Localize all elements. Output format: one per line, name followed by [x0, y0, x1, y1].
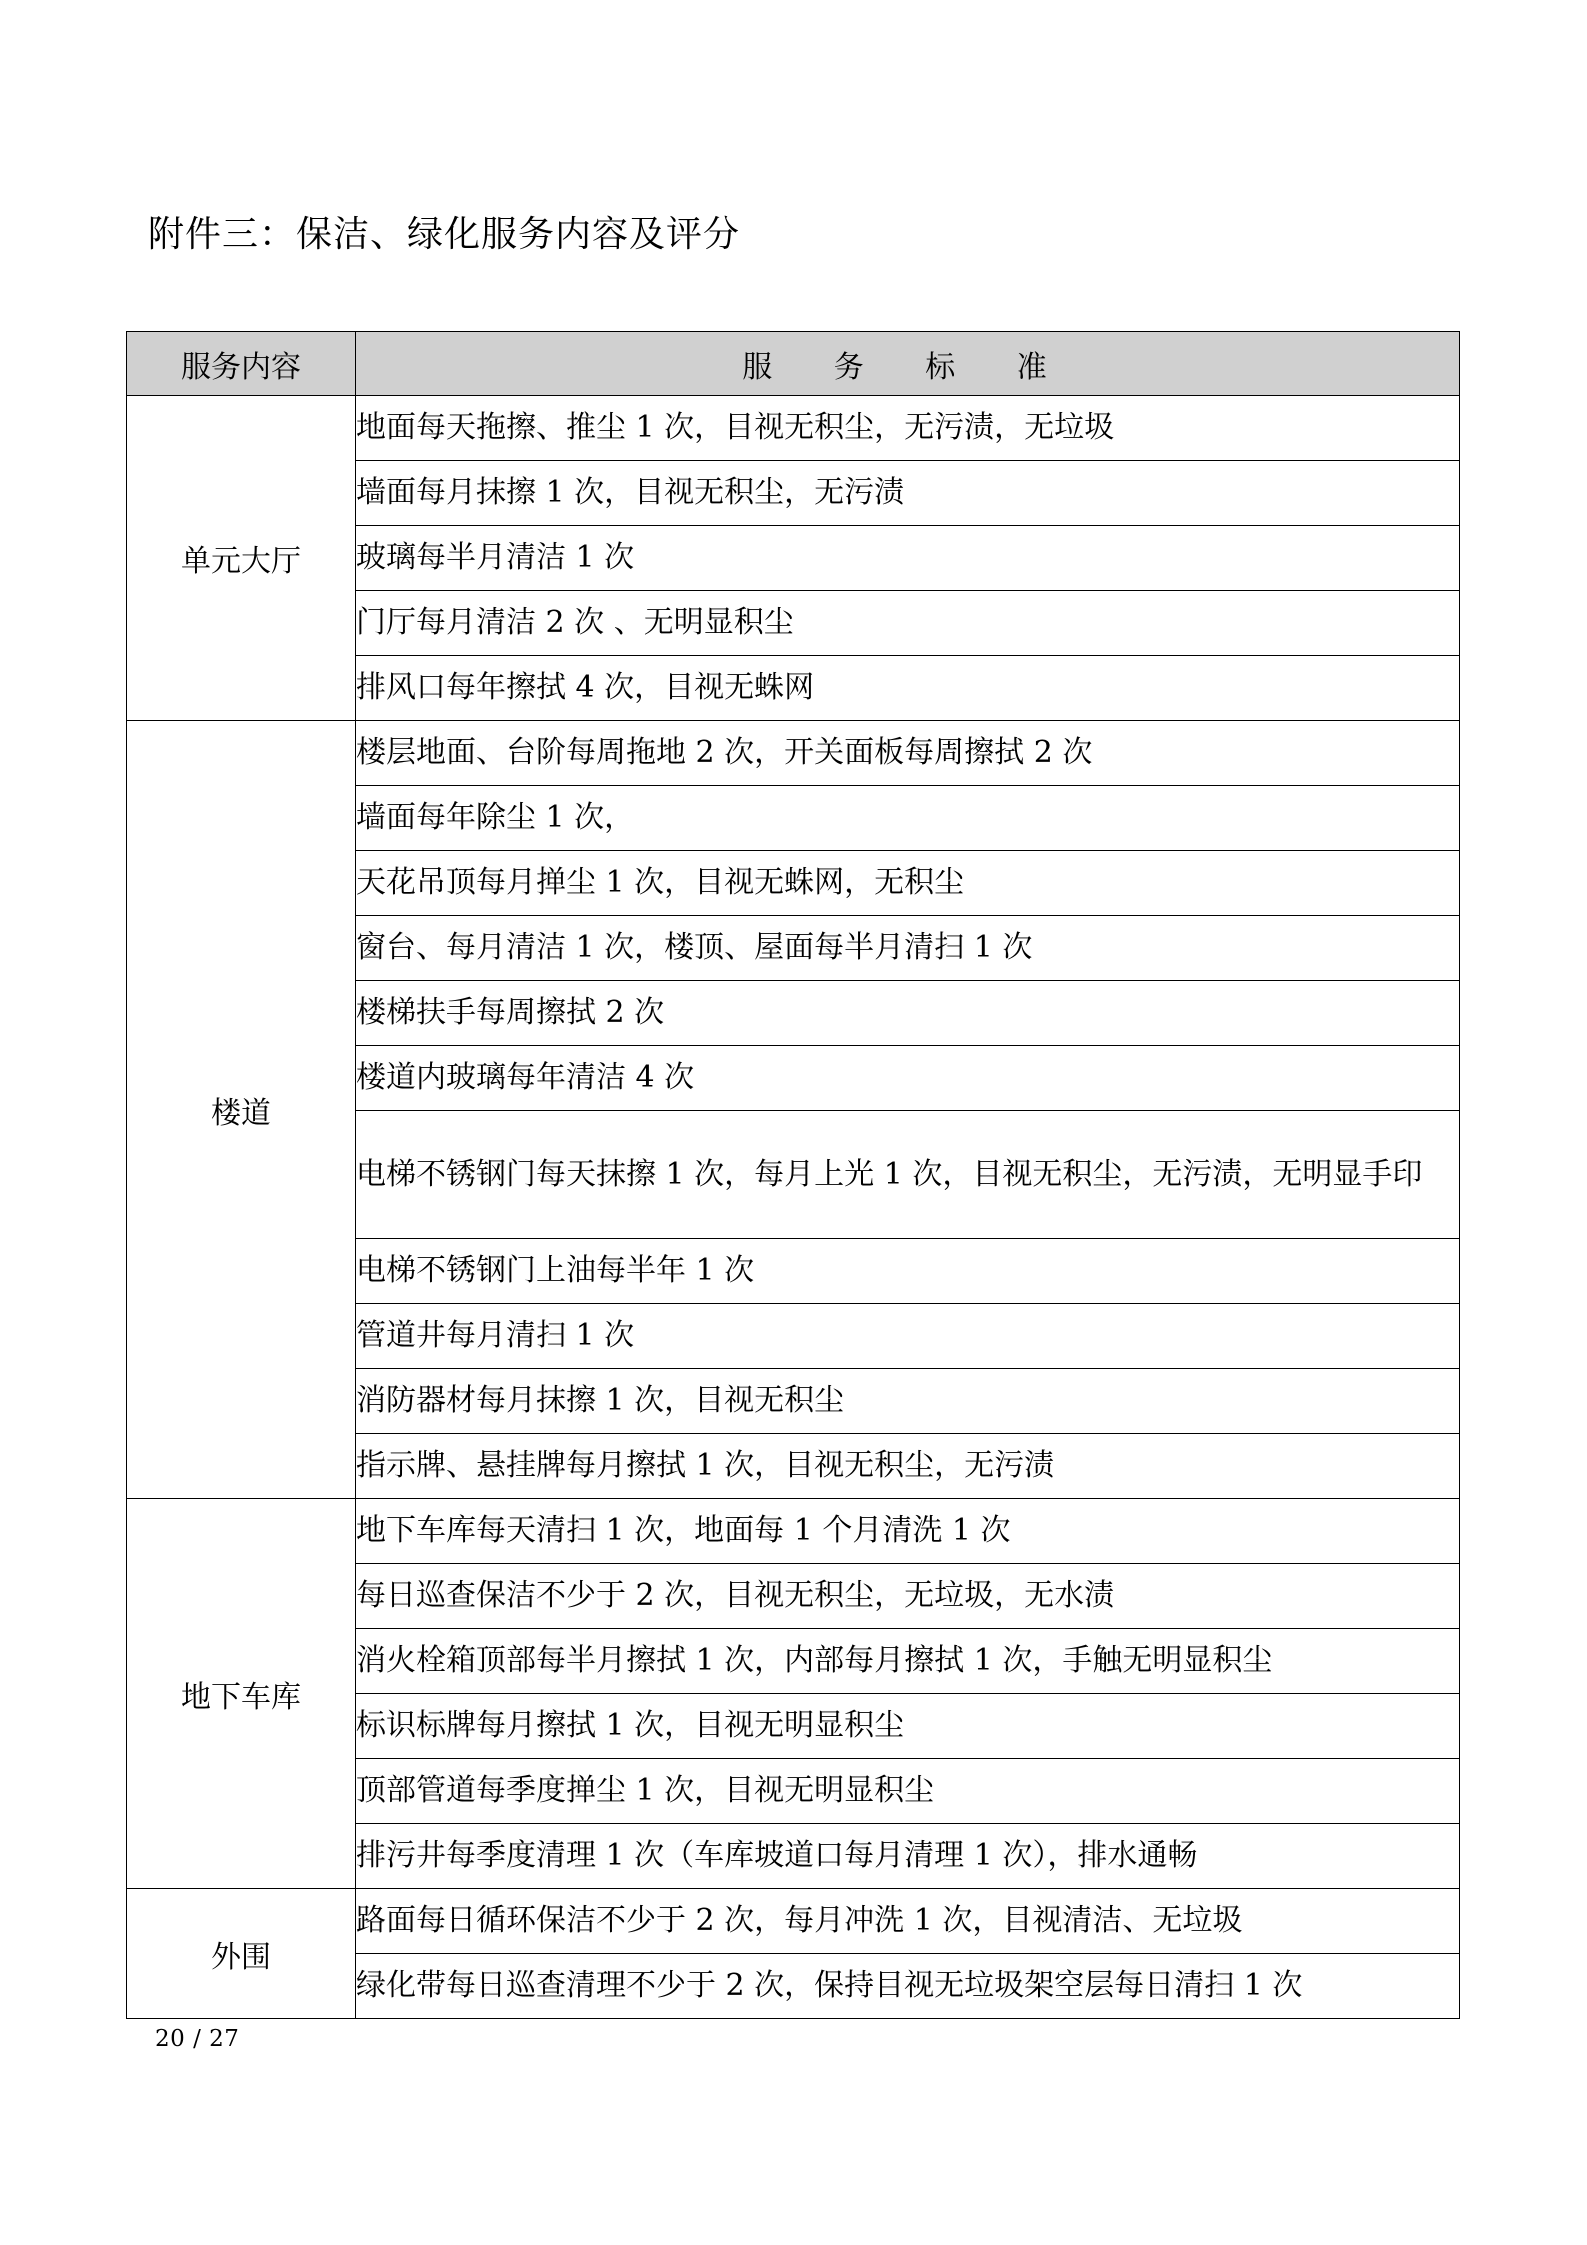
- standard-cell: 玻璃每半月清洁 1 次: [356, 526, 1460, 591]
- table-row: [127, 396, 1460, 461]
- standard-cell: 消火栓箱顶部每半月擦拭 1 次，内部每月擦拭 1 次，手触无明显积尘: [356, 1629, 1460, 1694]
- table-row: [127, 1889, 1460, 1954]
- category-cell: 地下车库: [127, 1499, 356, 1889]
- standard-cell: 排污井每季度清理 1 次（车库坡道口每月清理 1 次），排水通畅: [356, 1824, 1460, 1889]
- standard-cell: 消防器材每月抹擦 1 次，目视无积尘: [356, 1369, 1460, 1434]
- header-service-content: 服务内容: [127, 332, 356, 396]
- standard-cell: 天花吊顶每月掸尘 1 次，目视无蛛网，无积尘: [356, 851, 1460, 916]
- standard-cell: 门厅每月清洁 2 次 、无明显积尘: [356, 591, 1460, 656]
- standard-cell: 墙面每年除尘 1 次，: [356, 786, 1460, 851]
- page-number: 20 / 27: [155, 2026, 240, 2052]
- standard-cell: 每日巡查保洁不少于 2 次，目视无积尘，无垃圾，无水渍: [356, 1564, 1460, 1629]
- standard-cell: 窗台、每月清洁 1 次，楼顶、屋面每半月清扫 1 次: [356, 916, 1460, 981]
- standard-cell: 楼道内玻璃每年清洁 4 次: [356, 1046, 1460, 1111]
- standard-cell: 指示牌、悬挂牌每月擦拭 1 次，目视无积尘，无污渍: [356, 1434, 1460, 1499]
- category-cell: 楼道: [127, 721, 356, 1499]
- standard-cell: 楼梯扶手每周擦拭 2 次: [356, 981, 1460, 1046]
- table-row: [127, 721, 1460, 786]
- standard-cell: 管道井每月清扫 1 次: [356, 1304, 1460, 1369]
- standard-cell: 绿化带每日巡查清理不少于 2 次，保持目视无垃圾架空层每日清扫 1 次: [356, 1954, 1460, 2019]
- standard-cell: 顶部管道每季度掸尘 1 次，目视无明显积尘: [356, 1759, 1460, 1824]
- standard-cell: 电梯不锈钢门每天抹擦 1 次，每月上光 1 次，目视无积尘，无污渍，无明显手印: [356, 1111, 1460, 1239]
- category-cell: 单元大厅: [127, 396, 356, 721]
- standard-cell: 标识标牌每月擦拭 1 次，目视无明显积尘: [356, 1694, 1460, 1759]
- standard-cell: 地下车库每天清扫 1 次，地面每 1 个月清洗 1 次: [356, 1499, 1460, 1564]
- service-standards-table: [126, 331, 1460, 2019]
- category-cell: 外围: [127, 1889, 356, 2019]
- standard-cell: 地面每天拖擦、推尘 1 次，目视无积尘，无污渍，无垃圾: [356, 396, 1460, 461]
- standard-cell: 墙面每月抹擦 1 次，目视无积尘，无污渍: [356, 461, 1460, 526]
- document-title: 附件三：保洁、绿化服务内容及评分: [148, 214, 741, 255]
- standard-cell: 排风口每年擦拭 4 次，目视无蛛网: [356, 656, 1460, 721]
- header-service-standard: 服 务 标 准: [356, 332, 1460, 396]
- table-row: [127, 1499, 1460, 1564]
- table-header-row: [127, 332, 1460, 396]
- standard-cell: 路面每日循环保洁不少于 2 次，每月冲洗 1 次，目视清洁、无垃圾: [356, 1889, 1460, 1954]
- standard-cell: 电梯不锈钢门上油每半年 1 次: [356, 1239, 1460, 1304]
- standard-cell: 楼层地面、台阶每周拖地 2 次，开关面板每周擦拭 2 次: [356, 721, 1460, 786]
